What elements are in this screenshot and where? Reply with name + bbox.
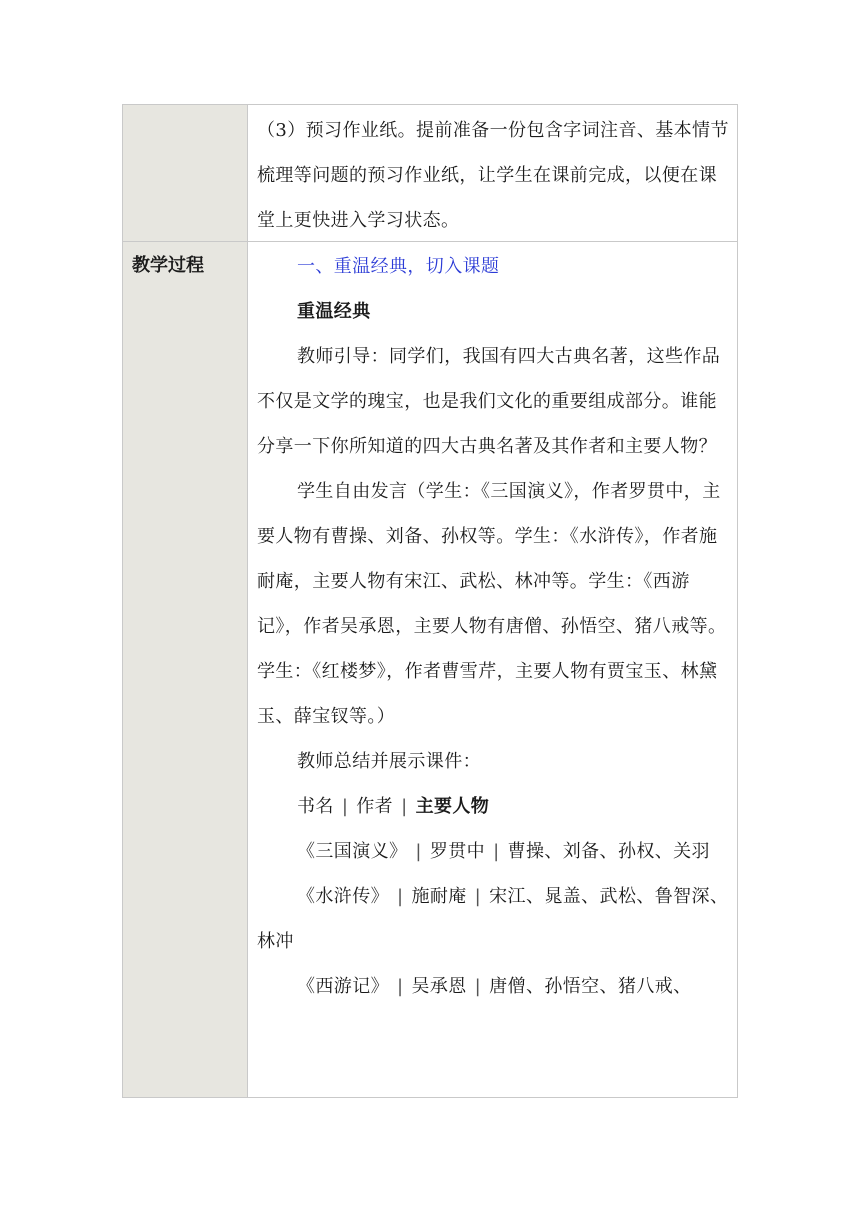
row-separator: | [474, 886, 482, 907]
header-separator: | [401, 796, 408, 817]
teacher-intro: 教师引导：同学们，我国有四大古典名著，这些作品不仅是文学的瑰宝，也是我们文化的重要组成部分。谁能分享一下你所知道的四大古典名著及其作者和主要人物？ [257, 346, 721, 457]
preview-worksheet-text: （3）预习作业纸。提前准备一份包含字词注音、基本情节梳理等问题的预习作业纸，让学生在课前完成，以便在课堂上更快进入学习状态。 [257, 120, 729, 231]
book-title: 《三国演义》 [297, 841, 408, 862]
book-characters: 宋江、晁盖、武松、鲁智深、林冲 [257, 886, 729, 952]
teacher-summary: 教师总结并展示课件： [297, 751, 481, 772]
header-book: 书名 [297, 796, 334, 817]
row-separator: | [397, 886, 404, 907]
courseware-table-header [257, 784, 733, 829]
row-separator: | [415, 841, 422, 862]
lesson-plan-table [122, 104, 738, 1098]
courseware-row [257, 829, 733, 874]
header-characters: 主要人物 [415, 796, 490, 817]
section-title: 一、重温经典，切入课题 [297, 256, 500, 277]
row-label-teaching-process: 教学过程 [132, 255, 204, 276]
teaching-process-cell [257, 244, 733, 1009]
student-answers: 学生自由发言（学生：《三国演义》，作者罗贯中，主要人物有曹操、刘备、孙权等。学生：《水浒传》，作者施耐庵，主要人物有宋江、武松、林冲等。学生：《西游记》，作者吴承恩，主要人物有唐僧、孙悟空、猪八戒等。学生：《红楼梦》，作者曹雪芹，主要人物有贾宝玉、林黛玉、薛宝钗等。） [257, 481, 727, 727]
subheading: 重温经典 [297, 301, 371, 322]
book-author: 罗贯中 [429, 841, 486, 862]
book-author: 吴承恩 [411, 976, 467, 997]
courseware-row [257, 964, 733, 1009]
book-title: 《西游记》 [297, 976, 389, 997]
book-characters: 唐僧、孙悟空、猪八戒、 [489, 976, 692, 997]
book-title: 《水浒传》 [297, 886, 389, 907]
header-separator: | [341, 796, 349, 817]
courseware-row [257, 874, 733, 964]
preparation-cell [257, 108, 733, 243]
book-author: 施耐庵 [411, 886, 467, 907]
row-separator: | [474, 976, 482, 997]
book-characters: 曹操、刘备、孙权、关羽 [507, 841, 710, 862]
row-separator: | [397, 976, 404, 997]
row-separator: | [493, 841, 500, 862]
header-author: 作者 [356, 796, 394, 817]
